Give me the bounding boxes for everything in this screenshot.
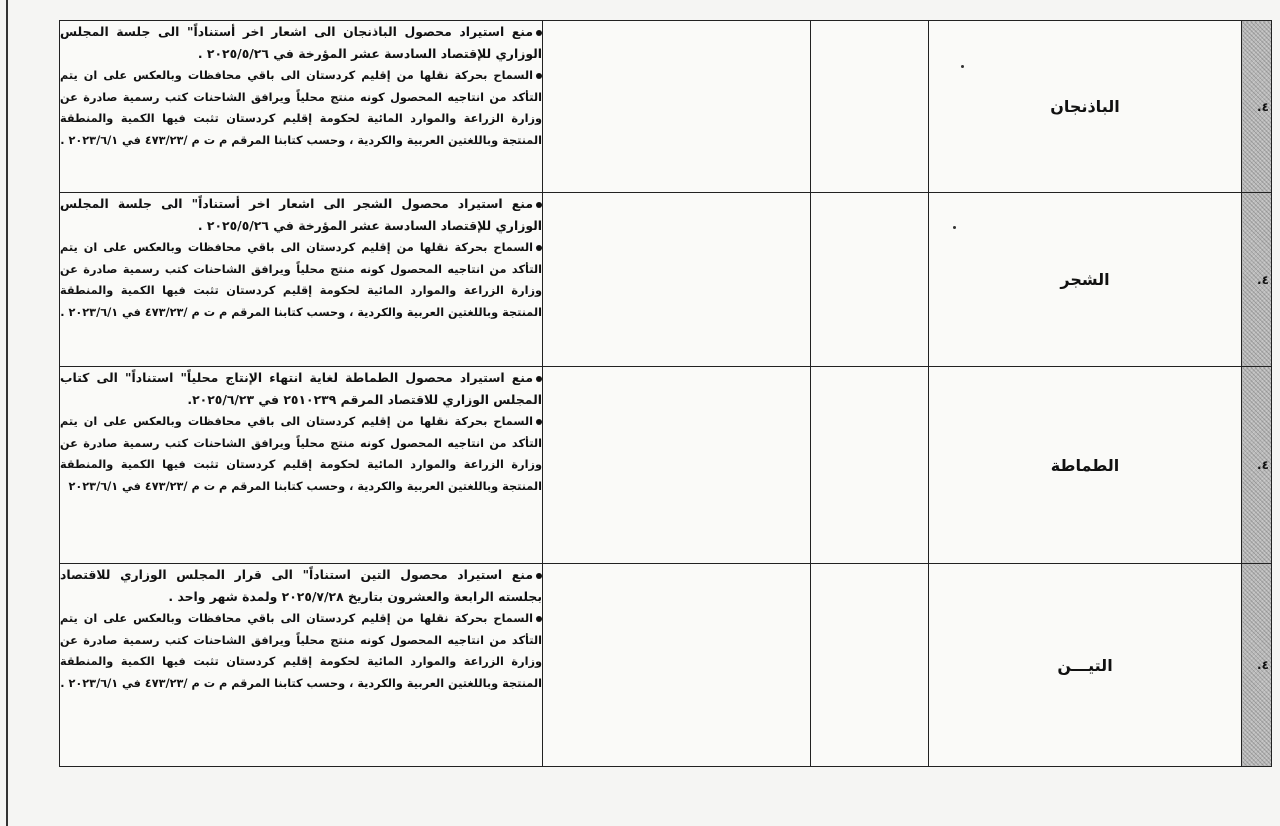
regulation-paragraph <box>60 367 542 411</box>
table-row <box>60 564 1272 767</box>
page-left-border <box>6 0 8 826</box>
bullet-icon <box>536 30 542 36</box>
bullet-icon <box>536 419 542 425</box>
row-number: .٤ <box>1257 99 1269 114</box>
regulation-text: السماح بحركة نقلها من إقليم كردستان الى باقي محافظات وبالعكس على ان يتم التأكد من انتاجيه المحصول كونه منتج محلياً ويرافق الشاحنات كتب رسمية صادرة عن وزارة الزراعة والموارد المائية لحكومة إقليم كردستان تثبت فيها الكمية والمنطقة المنتجة وباللغتين العربية والكردية ، وحسب كتابنا المرقم م ت م /٤٧٣/٢٣ في ٢٠٢٣/٦/١ . <box>60 612 542 690</box>
crop-import-table <box>59 20 1272 767</box>
row-number-cell <box>1242 367 1272 564</box>
crop-name: الشجر <box>1060 270 1110 289</box>
empty-cell <box>543 367 811 564</box>
bullet-icon <box>536 245 542 251</box>
regulation-text: منع استيراد محصول الشجر الى اشعار اخر أستناداً" الى جلسة المجلس الوزاري للإقتصاد السادسة عشر المؤرخة في ٢٠٢٥/٥/٢٦ . <box>60 196 542 233</box>
bullet-icon <box>536 616 542 622</box>
empty-cell <box>543 193 811 367</box>
regulation-cell <box>60 21 543 193</box>
bullet-icon <box>536 73 542 79</box>
regulation-paragraph <box>60 237 542 323</box>
regulation-text: منع استيراد محصول الطماطة لغاية انتهاء الإنتاج محلياً" استناداً" الى كتاب المجلس الوزاري للاقتصاد المرقم ٢٥١٠٢٣٩ في ٢٠٢٥/٦/٢٣. <box>60 370 542 407</box>
row-number-cell <box>1242 21 1272 193</box>
regulation-cell <box>60 193 543 367</box>
empty-cell <box>811 193 929 367</box>
regulation-cell <box>60 367 543 564</box>
empty-cell <box>543 21 811 193</box>
row-number: .٤ <box>1257 272 1269 287</box>
empty-cell <box>811 564 929 767</box>
crop-name: التيـــن <box>1057 655 1113 675</box>
crop-name-cell <box>929 193 1242 367</box>
regulation-text: السماح بحركة نقلها من إقليم كردستان الى باقي محافظات وبالعكس على ان يتم التأكد من انتاجيه المحصول كونه منتج محلياً ويرافق الشاحنات كتب رسمية صادرة عن وزارة الزراعة والموارد المائية لحكومة إقليم كردستان تثبت فيها الكمية والمنطقة المنتجة وباللغتين العربية والكردية ، وحسب كتابنا المرقم م ت م /٤٧٣/٢٣ في ٢٠٢٣/٦/١ . <box>60 69 542 147</box>
table-row <box>60 193 1272 367</box>
regulation-text: منع استيراد محصول الباذنجان الى اشعار اخر أستناداً" الى جلسة المجلس الوزاري للإقتصاد السادسة عشر المؤرخة في ٢٠٢٥/٥/٢٦ . <box>60 24 542 61</box>
regulation-paragraph <box>60 193 542 237</box>
regulation-paragraph <box>60 21 542 65</box>
crop-name: الطماطة <box>1050 455 1120 475</box>
scan-speck <box>953 226 956 229</box>
table-row <box>60 367 1272 564</box>
crop-name-cell <box>929 367 1242 564</box>
row-number-cell <box>1242 564 1272 767</box>
row-number-cell <box>1242 193 1272 367</box>
crop-name-cell <box>929 21 1242 193</box>
regulation-text: منع استيراد محصول التين استناداً" الى قرار المجلس الوزاري للاقتصاد بجلسته الرابعة والعشرون بتاريخ ٢٠٢٥/٧/٢٨ ولمدة شهر واحد . <box>60 567 542 604</box>
table-row <box>60 21 1272 193</box>
row-number: .٤ <box>1257 458 1269 472</box>
regulation-paragraph <box>60 411 542 497</box>
bullet-icon <box>536 202 542 208</box>
bullet-icon <box>536 376 542 382</box>
crop-name-cell <box>929 564 1242 767</box>
regulation-paragraph <box>60 608 542 694</box>
regulation-cell <box>60 564 543 767</box>
empty-cell <box>811 367 929 564</box>
regulation-text: السماح بحركة نقلها من إقليم كردستان الى باقي محافظات وبالعكس على ان يتم التأكد من انتاجيه المحصول كونه منتج محلياً ويرافق الشاحنات كتب رسمية صادرة عن وزارة الزراعة والموارد المائية لحكومة إقليم كردستان تثبت فيها الكمية والمنطقة المنتجة وباللغتين العربية والكردية ، وحسب كتابنا المرقم م ت م /٤٧٣/٢٣ في ٢٠٢٣/٦/١ . <box>60 241 542 319</box>
bullet-icon <box>536 573 542 579</box>
scan-speck <box>961 65 964 68</box>
row-number: .٤ <box>1257 658 1269 672</box>
regulation-paragraph <box>60 65 542 151</box>
crop-name: الباذنجان <box>1050 97 1120 116</box>
empty-cell <box>543 564 811 767</box>
regulation-text: السماح بحركة نقلها من إقليم كردستان الى باقي محافظات وبالعكس على ان يتم التأكد من انتاجيه المحصول كونه منتج محلياً ويرافق الشاحنات كتب رسمية صادرة عن وزارة الزراعة والموارد المائية لحكومة إقليم كردستان تثبت فيها الكمية والمنطقة المنتجة وباللغتين العربية والكردية ، وحسب كتابنا المرقم م ت م /٤٧٣/٢٣ في ٢٠٢٣/٦/١ <box>60 415 542 493</box>
empty-cell <box>811 21 929 193</box>
regulation-paragraph <box>60 564 542 608</box>
